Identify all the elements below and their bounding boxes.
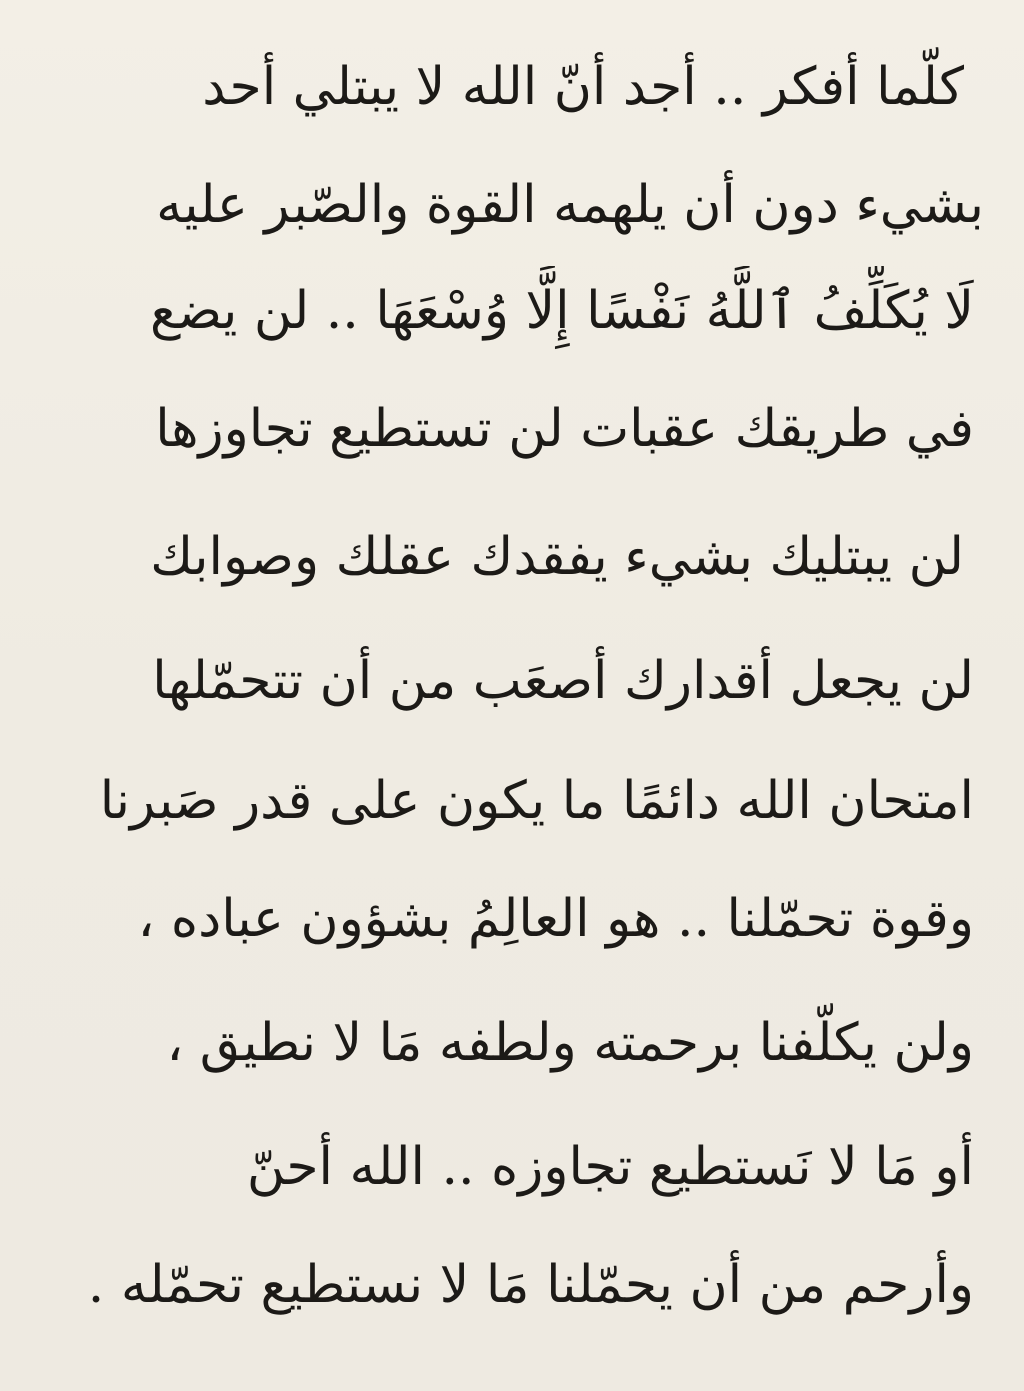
text-line-2: بشيء دون أن يلهمه القوة والصّبر عليه — [156, 175, 984, 235]
text-line-7: امتحان الله دائمًا ما يكون على قدر صَبرنا — [99, 771, 974, 831]
text-line-10: أو مَا لا نَستطيع تجاوزه .. الله أحنّ — [246, 1137, 974, 1197]
text-line-9: ولن يكلّفنا برحمته ولطفه مَا لا نطيق ، — [166, 1013, 974, 1073]
text-line-6: لن يجعل أقدارك أصعَب من أن تتحمّلها — [152, 651, 974, 711]
text-line-8: وقوة تحمّلنا .. هو العالِمُ بشؤون عباده ، — [137, 889, 974, 949]
text-line-3: لَا يُكَلِّفُ ٱللَّهُ نَفْسًا إِلَّا وُسْعَهَا .. لن يضع — [150, 281, 974, 341]
text-line-5: لن يبتليك بشيء يفقدك عقلك وصوابك — [150, 527, 964, 587]
text-line-4: في طريقك عقبات لن تستطيع تجاوزها — [155, 399, 974, 459]
text-line-1: كلّما أفكر .. أجد أنّ الله لا يبتلي أحد — [202, 57, 964, 117]
text-line-11: وأرحم من أن يحمّلنا مَا لا نستطيع تحمّله . — [87, 1255, 974, 1315]
